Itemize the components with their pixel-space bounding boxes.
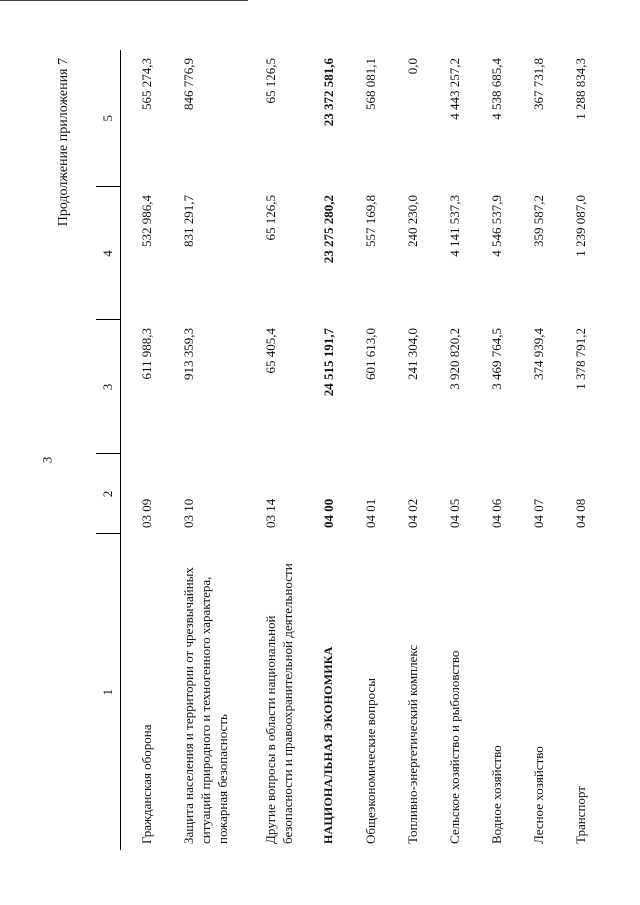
row-value-col4: 4 141 537,3 [446, 195, 462, 257]
row-value-col5: 568 081,1 [362, 58, 378, 110]
row-name: Гражданская оборона [139, 724, 154, 844]
header-row [96, 50, 121, 850]
row-code: 03 10 [180, 498, 196, 528]
row-value-col5: 23 372 581,6 [320, 58, 336, 127]
row-value-col3: 611 988,3 [139, 328, 154, 380]
budget-table [96, 50, 597, 850]
row-value-col5: 0,0 [404, 58, 420, 75]
row-value-col5: 846 776,9 [180, 58, 196, 110]
row-name: Транспорт [572, 786, 588, 844]
row-value-col4: 4 546 537,9 [488, 195, 504, 257]
row-value-col5: 4 538 685,4 [488, 58, 504, 120]
row-value-col3: 3 920 820,2 [446, 328, 462, 390]
row-name: Общеэкономические вопросы [362, 678, 378, 844]
row-code: 03 14 [262, 498, 278, 528]
row-value-col4: 532 986,4 [139, 195, 154, 247]
table-row [303, 50, 345, 850]
row-code: 03 09 [139, 498, 154, 528]
row-value-col3: 374 939,4 [530, 328, 546, 380]
row-value-col3: 241 304,0 [404, 328, 420, 380]
table-row [429, 50, 471, 850]
table-row [121, 50, 163, 850]
row-value-col5: 1 288 834,3 [572, 58, 588, 120]
row-name: Защита населения и территории от чрезвычайных ситуаций природного и техногенного характера, пожарная безопасность [180, 567, 230, 844]
row-value-col5: 565 274,3 [139, 58, 154, 110]
table-row [387, 50, 429, 850]
row-value-col3: 601 613,0 [362, 328, 378, 380]
row-code: 04 07 [530, 498, 546, 528]
page-number: 3 [39, 456, 55, 464]
row-name: Лесное хозяйство [530, 746, 546, 844]
rotated-sheet [20, 50, 620, 850]
row-value-col3: 65 405,4 [262, 328, 278, 374]
table-row [163, 50, 245, 850]
row-name: Водное хозяйство [488, 745, 504, 844]
table-row [513, 50, 555, 850]
header-col-3: 3 [96, 320, 121, 454]
row-value-col5: 367 731,8 [530, 58, 546, 110]
table-row [345, 50, 387, 850]
row-value-col4: 1 239 087,0 [572, 195, 588, 257]
row-value-col3: 1 378 791,2 [572, 328, 588, 390]
row-value-col3: 3 469 764,5 [488, 328, 504, 390]
table-row [245, 50, 303, 850]
header-col-2: 2 [96, 454, 121, 534]
row-value-col3: 913 359,3 [180, 328, 196, 380]
row-value-col5: 65 126,5 [262, 58, 278, 104]
row-code: 04 05 [446, 498, 462, 528]
row-value-col5: 4 443 257,2 [446, 58, 462, 120]
appendix-caption: Продолжение приложения 7 [56, 58, 71, 227]
header-col-1: 1 [96, 534, 121, 850]
row-name: НАЦИОНАЛЬНАЯ ЭКОНОМИКА [320, 646, 335, 844]
row-name: Другие вопросы в области национальной безопасности и правоохранительной деятельности [262, 563, 295, 844]
row-code: 04 08 [572, 498, 588, 528]
row-code: 04 02 [404, 498, 420, 528]
row-value-col3: 24 515 191,7 [320, 328, 336, 397]
row-name: Топливно-энергетический комплекс [404, 644, 420, 844]
header-col-4: 4 [96, 187, 121, 320]
row-name: Сельское хозяйство и рыболовство [446, 650, 462, 844]
row-code: 04 01 [362, 498, 378, 528]
top-rule [0, 0, 248, 1]
row-value-col4: 23 275 280,2 [320, 195, 336, 264]
row-value-col4: 359 587,2 [530, 195, 546, 247]
row-code: 04 06 [488, 498, 504, 528]
row-value-col4: 65 126,5 [262, 195, 278, 241]
row-value-col4: 557 169,8 [362, 195, 378, 247]
row-value-col4: 831 291,7 [180, 195, 196, 247]
row-code: 04 00 [320, 498, 336, 528]
table-row [555, 50, 597, 850]
row-value-col4: 240 230,0 [404, 195, 420, 247]
header-col-5: 5 [96, 50, 121, 187]
table-row [471, 50, 513, 850]
